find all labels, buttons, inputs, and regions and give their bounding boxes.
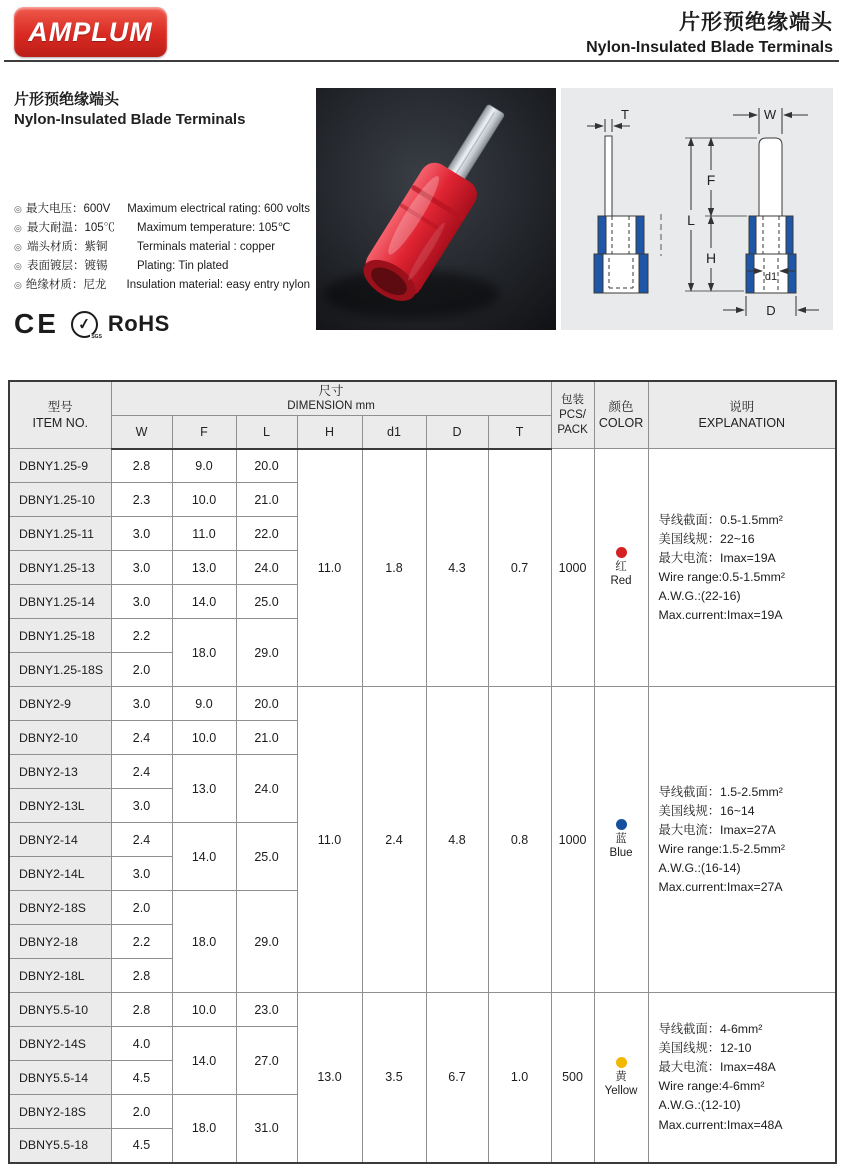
- spec-zh: 最大耐温：105℃: [27, 222, 116, 234]
- dim-l-cell: 29.0: [236, 619, 297, 687]
- dim-w-cell: 3.0: [111, 551, 172, 585]
- dim-l-cell: 20.0: [236, 687, 297, 721]
- explanation-line: A.W.G.:(22-16): [658, 588, 741, 603]
- dim-label-f: F: [706, 172, 716, 188]
- page-title-en: Nylon-Insulated Blade Terminals: [586, 39, 833, 56]
- dim-w-cell: 2.8: [111, 449, 172, 483]
- dim-w-cell: 3.0: [111, 857, 172, 891]
- col-header-f: F: [172, 416, 236, 449]
- color-dot: [616, 1057, 627, 1068]
- col-header-l: L: [236, 416, 297, 449]
- explanation-line: A.W.G.:(16-14): [658, 860, 741, 875]
- dim-w-cell: 4.5: [111, 1061, 172, 1095]
- dim-f-cell: 14.0: [172, 823, 236, 891]
- bullet-icon: ◎: [14, 242, 22, 252]
- dim-w-cell: 3.0: [111, 687, 172, 721]
- page-title: [586, 6, 833, 57]
- ce-mark-icon: CE: [14, 308, 59, 339]
- explanation-line: 美国线规：12-10: [658, 1041, 752, 1056]
- dim-l-cell: 24.0: [236, 755, 297, 823]
- item-no-cell: DBNY1.25-11: [9, 517, 111, 551]
- dim-w-cell: 2.4: [111, 755, 172, 789]
- dim-f-cell: 9.0: [172, 687, 236, 721]
- dim-t-cell: 1.0: [488, 993, 551, 1163]
- dim-f-cell: 18.0: [172, 1095, 236, 1163]
- explanation-line: Wire range:0.5-1.5mm²: [658, 569, 785, 584]
- product-photo: [316, 88, 556, 330]
- col-header-color: 颜色 COLOR: [594, 381, 648, 449]
- spec-en: Terminals material : copper: [137, 241, 276, 253]
- item-no-cell: DBNY5.5-14: [9, 1061, 111, 1095]
- col-header-explanation: 说明 EXPLANATION: [648, 381, 836, 449]
- rohs-mark: RoHS: [107, 311, 170, 336]
- item-no-cell: DBNY2-18S: [9, 1095, 111, 1129]
- item-no-cell: DBNY1.25-13: [9, 551, 111, 585]
- spec-row: [14, 200, 310, 219]
- dim-w-cell: 3.0: [111, 789, 172, 823]
- dim-d1-cell: 3.5: [362, 993, 426, 1163]
- explanation-cell: [648, 449, 836, 687]
- color-dot: [616, 819, 627, 830]
- explanation-line: Max.current:Imax=19A: [658, 607, 783, 622]
- explanation-line: 导线截面：4-6mm²: [658, 1022, 763, 1037]
- spec-en: Maximum temperature: 105℃: [137, 222, 291, 234]
- dim-f-cell: 18.0: [172, 891, 236, 993]
- bullet-icon: ◎: [14, 261, 22, 271]
- dim-label-d: D: [766, 303, 776, 318]
- item-no-cell: DBNY1.25-10: [9, 483, 111, 517]
- dim-l-cell: 29.0: [236, 891, 297, 993]
- spec-table-body: [9, 449, 836, 1163]
- dim-l-cell: 25.0: [236, 823, 297, 891]
- explanation-line: 美国线规：22~16: [658, 531, 755, 546]
- spec-zh: 端头材质：紫铜: [27, 241, 108, 253]
- dim-d-cell: 4.8: [426, 687, 488, 993]
- explanation-cell: [648, 993, 836, 1163]
- dim-w-cell: 2.0: [111, 653, 172, 687]
- dim-f-cell: 14.0: [172, 1027, 236, 1095]
- dim-w-cell: 2.8: [111, 959, 172, 993]
- sgs-badge-icon: ✓ SGS: [71, 311, 98, 338]
- dim-label-d1: d1: [764, 271, 778, 283]
- spec-table-header: [9, 381, 836, 449]
- dim-l-cell: 22.0: [236, 517, 297, 551]
- item-no-cell: DBNY2-18S: [9, 891, 111, 925]
- table-row: [9, 687, 836, 721]
- dim-h-cell: 13.0: [297, 993, 362, 1163]
- color-dot: [616, 547, 627, 558]
- table-row: [9, 993, 836, 1027]
- explanation-line: 导线截面：1.5-2.5mm²: [658, 784, 783, 799]
- dim-w-cell: 4.0: [111, 1027, 172, 1061]
- col-header-h: H: [297, 416, 362, 449]
- color-name-en: Red: [610, 575, 632, 588]
- explanation-cell: [648, 687, 836, 993]
- item-no-cell: DBNY1.25-9: [9, 449, 111, 483]
- brand-logo-text: AMPLUM: [28, 16, 153, 47]
- item-no-cell: DBNY2-14L: [9, 857, 111, 891]
- header-divider: [4, 60, 839, 62]
- product-name-en: Nylon-Insulated Blade Terminals: [14, 111, 246, 128]
- certification-row: [14, 308, 310, 340]
- item-no-cell: DBNY2-18L: [9, 959, 111, 993]
- color-name-en: Blue: [609, 847, 633, 860]
- item-no-cell: DBNY1.25-18S: [9, 653, 111, 687]
- explanation-line: Wire range:4-6mm²: [658, 1079, 765, 1094]
- dim-l-cell: 20.0: [236, 449, 297, 483]
- item-no-cell: DBNY1.25-18: [9, 619, 111, 653]
- dim-d-cell: 6.7: [426, 993, 488, 1163]
- dim-label-w: W: [763, 107, 777, 122]
- color-cell: [594, 449, 648, 687]
- spec-row: [14, 276, 310, 295]
- dim-label-h: H: [705, 250, 717, 266]
- explanation-line: 导线截面：0.5-1.5mm²: [658, 512, 783, 527]
- explanation-line: 最大电流：Imax=27A: [658, 822, 776, 837]
- product-info: [14, 88, 316, 340]
- dim-w-cell: 3.0: [111, 517, 172, 551]
- item-no-cell: DBNY2-18: [9, 925, 111, 959]
- color-name-en: Yellow: [604, 1084, 638, 1097]
- dimension-diagram-image: [561, 88, 833, 330]
- item-no-cell: DBNY5.5-18: [9, 1129, 111, 1163]
- dim-f-cell: 10.0: [172, 721, 236, 755]
- page-title-zh: 片形预绝缘端头: [679, 11, 833, 34]
- dim-w-cell: 3.0: [111, 585, 172, 619]
- dim-h-cell: 11.0: [297, 687, 362, 993]
- item-no-cell: DBNY5.5-10: [9, 993, 111, 1027]
- col-header-item: 型号 ITEM NO.: [9, 381, 111, 449]
- spec-list: [14, 200, 310, 295]
- dim-d1-cell: 1.8: [362, 449, 426, 687]
- dim-l-cell: 23.0: [236, 993, 297, 1027]
- item-no-cell: DBNY2-9: [9, 687, 111, 721]
- explanation-line: Wire range:1.5-2.5mm²: [658, 841, 785, 856]
- dim-t-cell: 0.7: [488, 449, 551, 687]
- spec-zh: 绝缘材质：尼龙: [25, 279, 107, 291]
- col-header-t: T: [488, 416, 551, 449]
- pack-cell: 500: [551, 993, 594, 1163]
- spec-row: [14, 219, 310, 238]
- col-header-w: W: [111, 416, 172, 449]
- spec-zh: 最大电压：600V: [25, 203, 111, 215]
- dim-l-cell: 31.0: [236, 1095, 297, 1163]
- dim-l-cell: 25.0: [236, 585, 297, 619]
- item-no-cell: DBNY2-14: [9, 823, 111, 857]
- item-no-cell: DBNY1.25-14: [9, 585, 111, 619]
- product-photo-image: [316, 88, 556, 330]
- dim-l-cell: 24.0: [236, 551, 297, 585]
- dim-f-cell: 10.0: [172, 483, 236, 517]
- spec-row: [14, 257, 310, 276]
- color-cell: [594, 993, 648, 1163]
- spec-en: Plating: Tin plated: [137, 260, 229, 272]
- col-header-pack: 包装 PCS/ PACK: [551, 381, 594, 449]
- dimension-diagram: [561, 88, 833, 330]
- dim-f-cell: 9.0: [172, 449, 236, 483]
- dim-f-cell: 13.0: [172, 551, 236, 585]
- explanation-line: 美国线规：16~14: [658, 803, 755, 818]
- product-name-zh: 片形预绝缘端头: [14, 91, 120, 108]
- dim-l-cell: 21.0: [236, 721, 297, 755]
- col-header-d: D: [426, 416, 488, 449]
- dim-l-cell: 27.0: [236, 1027, 297, 1095]
- color-name-zh: 红: [615, 560, 627, 573]
- dim-f-cell: 18.0: [172, 619, 236, 687]
- dim-w-cell: 2.2: [111, 925, 172, 959]
- dim-w-cell: 2.0: [111, 1095, 172, 1129]
- spec-en: Maximum electrical rating: 600 volts: [127, 203, 310, 215]
- bullet-icon: ◎: [14, 204, 22, 214]
- dim-f-cell: 11.0: [172, 517, 236, 551]
- pack-cell: 1000: [551, 687, 594, 993]
- item-no-cell: DBNY2-13L: [9, 789, 111, 823]
- dim-d1-cell: 2.4: [362, 687, 426, 993]
- dim-w-cell: 2.2: [111, 619, 172, 653]
- dim-l-cell: 21.0: [236, 483, 297, 517]
- dim-w-cell: 2.8: [111, 993, 172, 1027]
- spec-en: Insulation material: easy entry nylon: [126, 279, 310, 291]
- explanation-line: 最大电流：Imax=48A: [658, 1060, 776, 1075]
- dim-w-cell: 2.4: [111, 823, 172, 857]
- dim-d-cell: 4.3: [426, 449, 488, 687]
- pack-cell: 1000: [551, 449, 594, 687]
- dim-f-cell: 10.0: [172, 993, 236, 1027]
- spec-zh: 表面镀层：镀锡: [27, 260, 108, 272]
- dim-w-cell: 2.0: [111, 891, 172, 925]
- col-header-d1: d1: [362, 416, 426, 449]
- dim-f-cell: 13.0: [172, 755, 236, 823]
- table-row: [9, 449, 836, 483]
- page-header: [0, 0, 843, 62]
- color-name-zh: 黄: [615, 1070, 627, 1083]
- dim-w-cell: 4.5: [111, 1129, 172, 1163]
- dim-f-cell: 14.0: [172, 585, 236, 619]
- explanation-line: Max.current:Imax=27A: [658, 879, 783, 894]
- dim-t-cell: 0.8: [488, 687, 551, 993]
- bullet-icon: ◎: [14, 223, 22, 233]
- color-name-zh: 蓝: [615, 832, 627, 845]
- color-cell: [594, 687, 648, 993]
- dim-label-l: L: [687, 212, 695, 228]
- brand-logo: [14, 7, 167, 57]
- intro-section: [0, 62, 843, 340]
- dim-w-cell: 2.4: [111, 721, 172, 755]
- dim-w-cell: 2.3: [111, 483, 172, 517]
- dim-label-t: T: [621, 107, 629, 122]
- bullet-icon: ◎: [14, 280, 22, 290]
- item-no-cell: DBNY2-14S: [9, 1027, 111, 1061]
- item-no-cell: DBNY2-13: [9, 755, 111, 789]
- col-header-dimension: 尺寸 DIMENSION mm: [111, 381, 551, 416]
- explanation-line: Max.current:Imax=48A: [658, 1117, 783, 1132]
- explanation-line: A.W.G.:(12-10): [658, 1098, 741, 1113]
- item-no-cell: DBNY2-10: [9, 721, 111, 755]
- spec-table: [8, 380, 837, 1164]
- dim-h-cell: 11.0: [297, 449, 362, 687]
- spec-row: [14, 238, 310, 257]
- explanation-line: 最大电流：Imax=19A: [658, 550, 776, 565]
